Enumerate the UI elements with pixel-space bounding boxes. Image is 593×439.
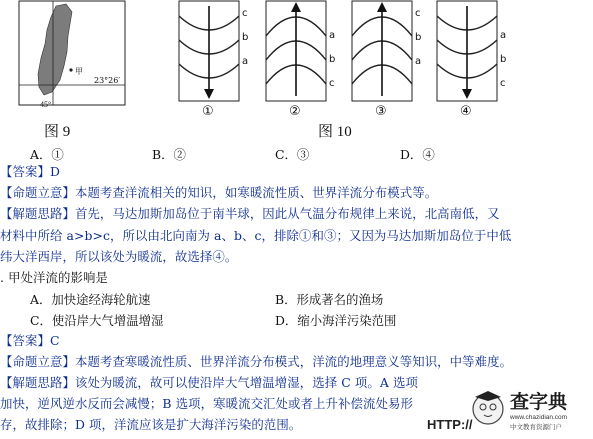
isotherm-label: b bbox=[242, 32, 249, 43]
q1-option-d: D．④ bbox=[400, 147, 435, 162]
q2-option-d: D．缩小海洋污染范围 bbox=[275, 313, 397, 328]
q2-answer: C bbox=[49, 333, 60, 348]
fig10-diagram-3 bbox=[351, 0, 425, 104]
isotherm-label: c bbox=[242, 8, 248, 19]
intent-tag: 【命题立意】 bbox=[0, 185, 75, 200]
isotherm-label: a bbox=[242, 56, 249, 67]
fig10-diagram-1 bbox=[178, 0, 252, 104]
q1-option-a: A．① bbox=[30, 147, 64, 162]
isotherm-label: c bbox=[329, 78, 335, 89]
fig10-diagram-number: ④ bbox=[460, 104, 472, 119]
q1-solution-line-2: 材料中所给 a>b>c，所以由北向南为 a、b、c，排除①和③；又因为马达加斯加岛位于中低 bbox=[0, 228, 512, 243]
q1-option-b: B．② bbox=[152, 147, 186, 162]
isotherm-label: a bbox=[415, 56, 422, 67]
figures-area bbox=[0, 0, 593, 140]
solution-tag: 【解题思路】 bbox=[0, 206, 75, 221]
isotherm-label: b bbox=[500, 54, 507, 65]
fig10-diagram-4 bbox=[436, 0, 510, 104]
q2-intent-line: 【命题立意】本题考查寒暖流性质、世界洋流分布模式，洋流的地理意义等知识，中等难度。 bbox=[0, 354, 513, 369]
svg-text:中文教育资源门户: 中文教育资源门户 bbox=[510, 423, 562, 431]
q2-solution-line-3: 存，故排除；D 项，洋流应该是扩大海洋污染的范围。 bbox=[0, 417, 302, 432]
q1-solution-line-1: 【解题思路】首先，马达加斯加岛位于南半球，因此从气温分布规律上来说，北高南低，又 bbox=[0, 206, 500, 221]
lon-label: 45° bbox=[40, 100, 52, 109]
fig10-caption: 图 10 bbox=[318, 124, 352, 140]
fig10-diagram-number: ② bbox=[289, 104, 301, 119]
q1-intent-line bbox=[0, 184, 437, 201]
fig9-caption: 图 9 bbox=[44, 124, 71, 140]
fig10-diagram-number: ③ bbox=[375, 104, 387, 119]
q1-answer: D bbox=[49, 164, 61, 179]
q2-option-c: C．使沿岸大气增温增湿 bbox=[30, 313, 164, 328]
isotherm-label: c bbox=[415, 8, 421, 19]
q1-intent: 本题考查洋流相关的知识，如寒暖流性质、世界洋流分布模式等。 bbox=[74, 185, 438, 200]
fig9-map bbox=[18, 0, 128, 110]
place-label: 甲 bbox=[75, 67, 83, 76]
chazidian-watermark bbox=[470, 383, 593, 435]
q1-answer-line bbox=[0, 163, 60, 180]
isotherm-label: b bbox=[415, 32, 422, 43]
q2-option-b: B．形成著名的渔场 bbox=[275, 292, 384, 307]
svg-text:www.chazidian.com: www.chazidian.com bbox=[510, 414, 568, 421]
q2-option-a: A．加快途经海轮航速 bbox=[30, 292, 151, 307]
q2-stem: . 甲处洋流的影响是 bbox=[0, 270, 109, 285]
q2-answer-line: 【答案】C bbox=[0, 333, 60, 348]
answer-tag: 【答案】 bbox=[0, 164, 50, 179]
isotherm-label: a bbox=[329, 30, 336, 41]
q1-solution-line-3: 纬大洋西岸，所以该处为暖流，故选择④。 bbox=[0, 249, 238, 264]
lat-label: 23°26′ bbox=[94, 76, 121, 85]
q2-intent: 本题考查寒暖流性质、世界洋流分布模式，洋流的地理意义等知识，中等难度。 bbox=[74, 354, 513, 369]
fig10-diagram-2 bbox=[265, 0, 339, 104]
watermark-logo bbox=[470, 383, 593, 435]
q1-option-c: C．③ bbox=[275, 147, 310, 162]
isotherm-label: c bbox=[500, 78, 506, 89]
fig10-diagram-number: ① bbox=[202, 104, 214, 119]
q2-solution-line-1: 【解题思路】该处为暖流，故可以使沿岸大气增温增湿，选择 C 项。A 选项 bbox=[0, 375, 418, 390]
q2-solution-line-2: 加快，逆风逆水反而会减慢；B 选项，寒暖流交汇处或者上升补偿流处易形 bbox=[0, 396, 413, 411]
watermark-http: HTTP:// bbox=[427, 417, 473, 432]
isotherm-label: b bbox=[329, 54, 336, 65]
svg-text:查字典: 查字典 bbox=[510, 391, 568, 413]
isotherm-label: a bbox=[500, 30, 507, 41]
